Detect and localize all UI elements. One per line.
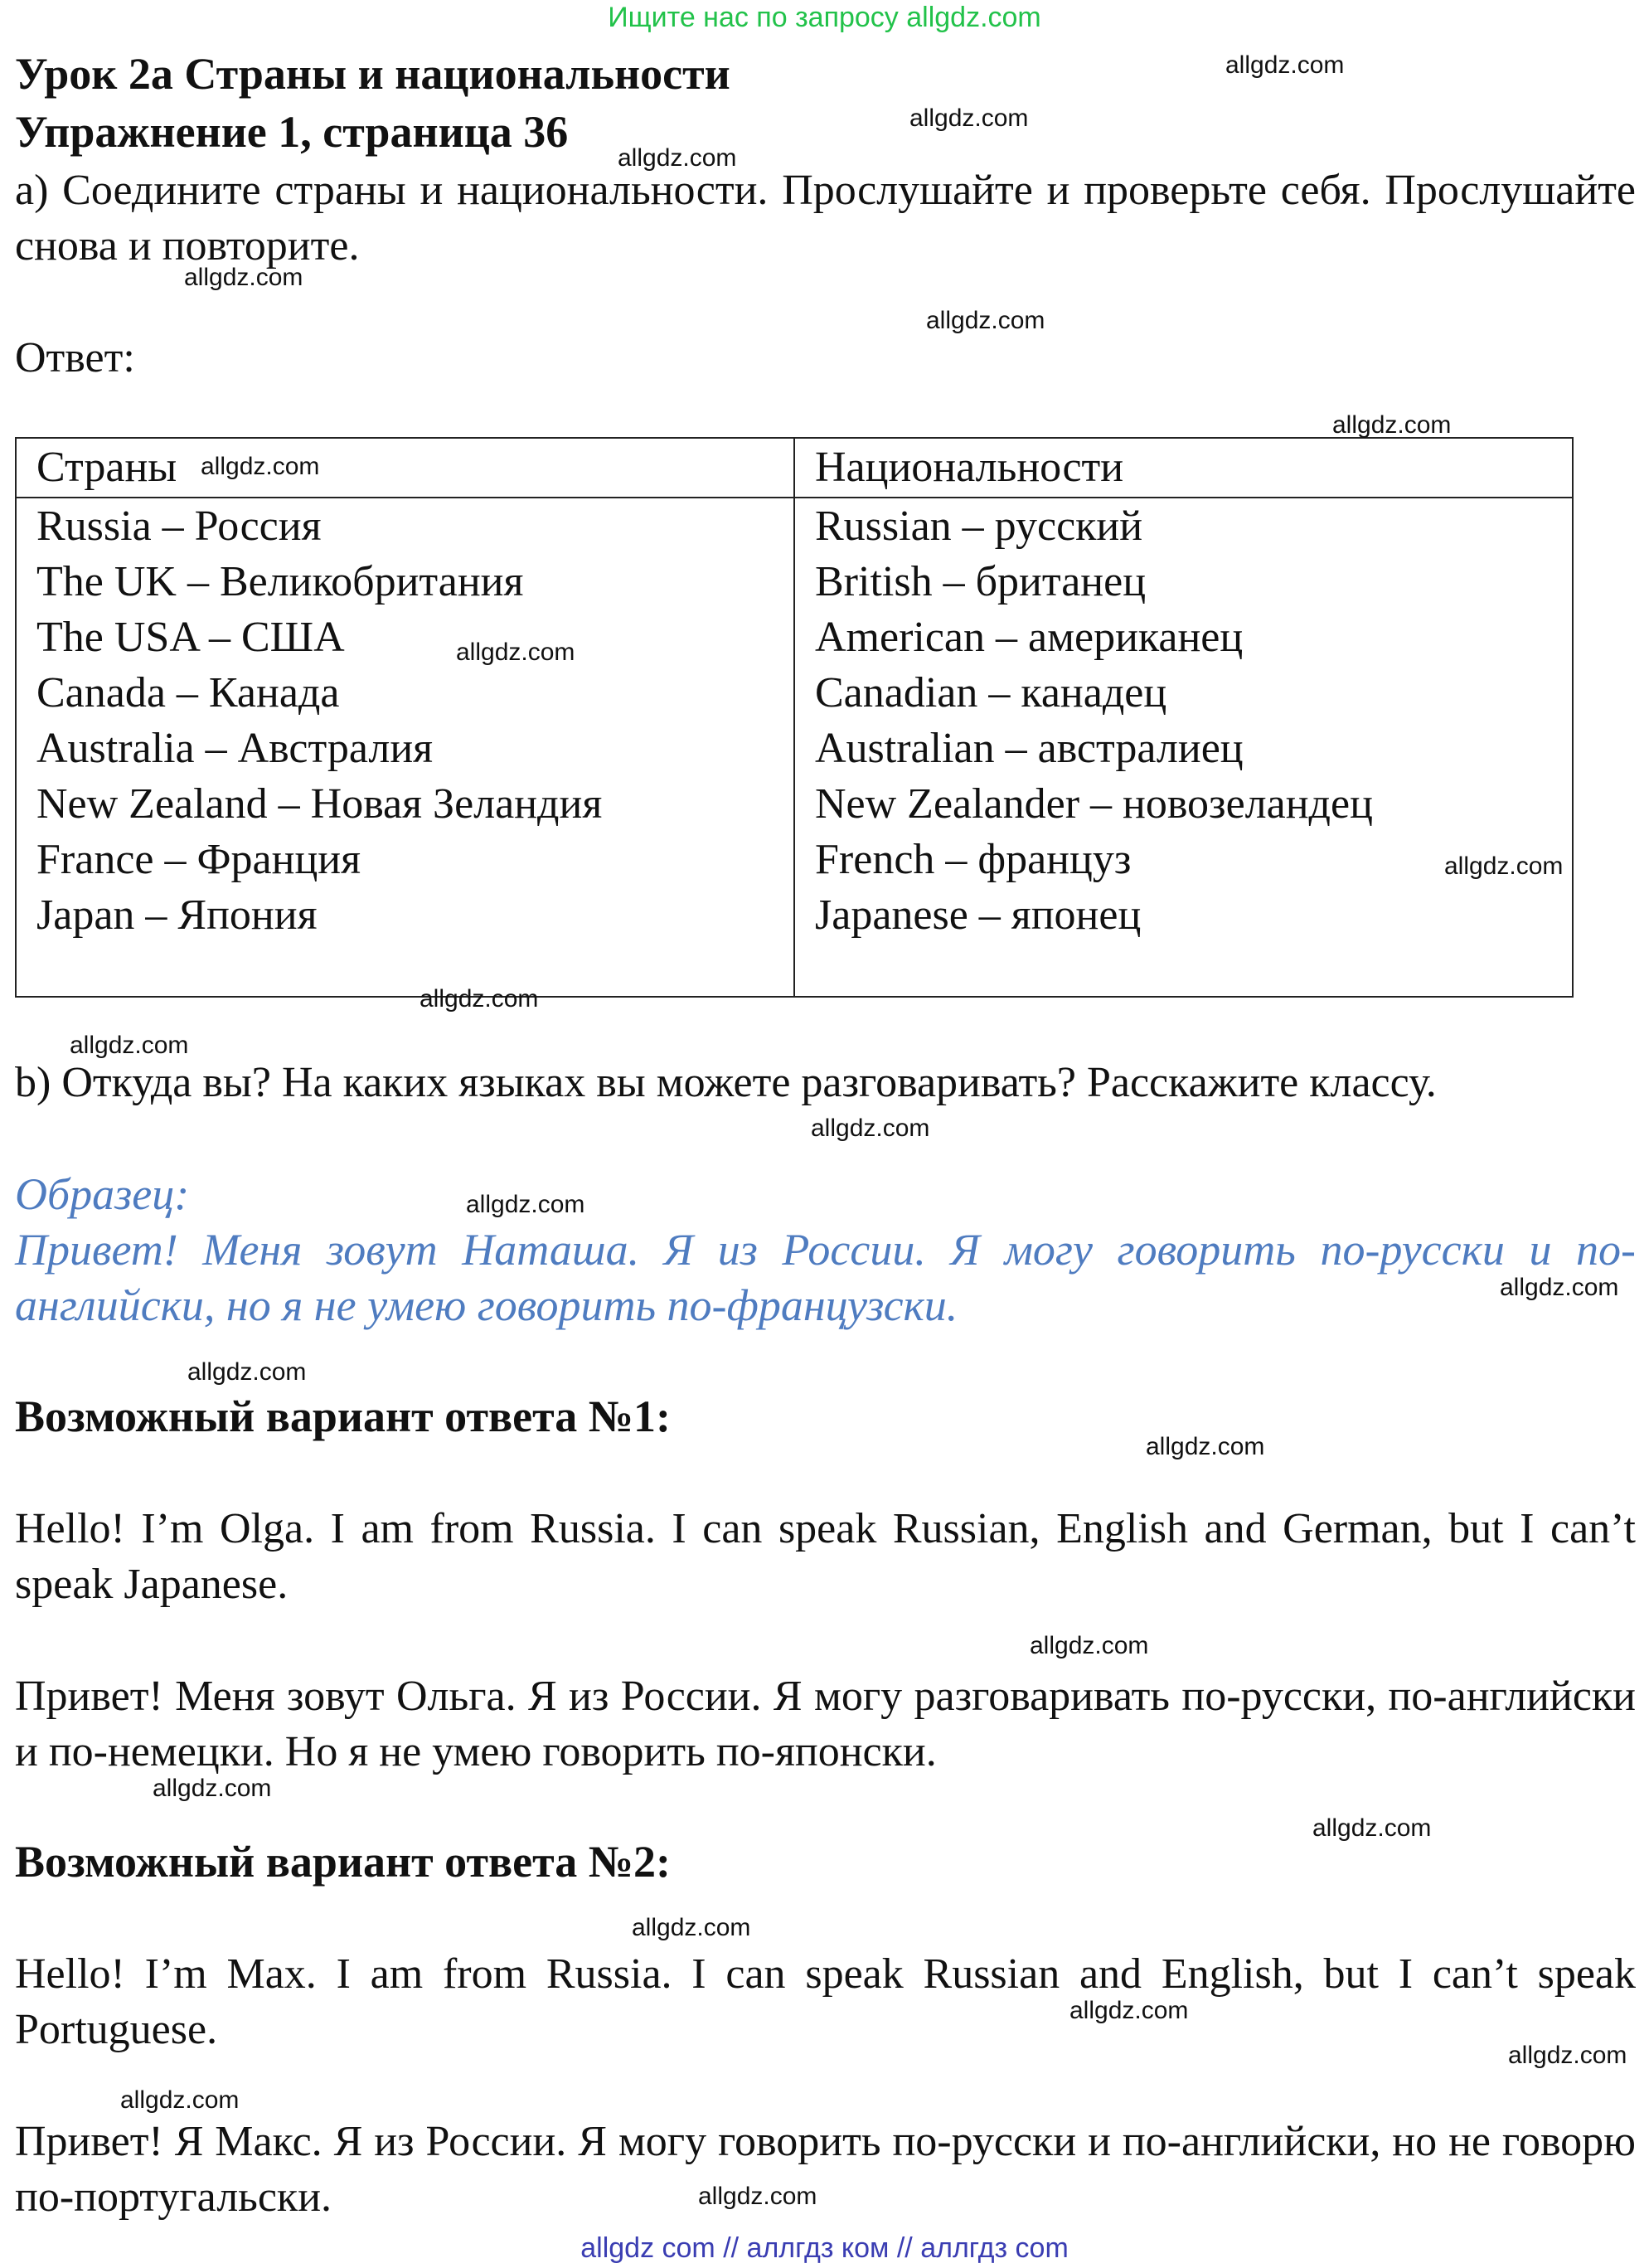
watermark: allgdz.com — [1444, 852, 1564, 880]
watermark: allgdz.com — [187, 1358, 307, 1386]
country-item: Canada – Канада — [36, 669, 340, 716]
answer-label: Ответ: — [15, 334, 135, 381]
country-item: Japan – Япония — [36, 891, 318, 939]
watermark: allgdz.com — [201, 453, 320, 480]
table-header-nationalities: Национальности — [794, 438, 1573, 498]
country-item: France – Франция — [36, 836, 361, 883]
watermark: allgdz.com — [1146, 1433, 1265, 1460]
country-item: The UK – Великобритания — [36, 558, 524, 605]
exercise-title: Упражнение 1, страница 36 — [15, 107, 569, 157]
watermark: allgdz.com — [1508, 2042, 1627, 2069]
variant2-russian: Привет! Я Макс. Я из России. Я могу говорить по-русски и по-английски, но не говорю по-португальски. — [15, 2118, 1636, 2221]
watermark: allgdz.com — [1312, 1814, 1432, 1842]
watermark: allgdz.com — [1500, 1274, 1619, 1301]
table-header-countries: Страны — [16, 438, 794, 498]
watermark: allgdz.com — [153, 1775, 272, 1802]
country-item: Russia – Россия — [36, 503, 322, 550]
watermark: allgdz.com — [926, 307, 1045, 334]
watermark: allgdz.com — [420, 985, 539, 1013]
task-b-text: b) Откуда вы? На каких языках вы можете разговаривать? Расскажите классу. — [15, 1059, 1437, 1106]
nationality-item: American – американец — [815, 614, 1244, 661]
country-item: The USA – США — [36, 614, 345, 661]
top-banner: Ищите нас по запросу allgdz.com — [608, 2, 1041, 33]
watermark: allgdz.com — [1030, 1632, 1149, 1659]
lesson-title: Урок 2a Страны и национальности — [15, 49, 730, 99]
footer-links: allgdz com // аллгдз ком // аллгдз com — [580, 2232, 1069, 2264]
variant2-title: Возможный вариант ответа №2: — [15, 1837, 672, 1887]
nationality-item: Russian – русский — [815, 503, 1143, 550]
country-item: Australia – Австралия — [36, 725, 434, 772]
nationality-item: British – британец — [815, 558, 1147, 605]
watermark: allgdz.com — [1332, 411, 1452, 439]
watermark: allgdz.com — [70, 1032, 189, 1059]
variant1-russian: Привет! Меня зовут Ольга. Я из России. Я могу разговаривать по-русски, по-английски и по-немецки. Но я не умею говорить по-японски. — [15, 1673, 1636, 1775]
watermark: allgdz.com — [1069, 1997, 1189, 2024]
watermark: allgdz.com — [811, 1115, 930, 1142]
watermark: allgdz.com — [698, 2183, 817, 2210]
nationality-item: Canadian – канадец — [815, 669, 1167, 716]
watermark: allgdz.com — [618, 144, 737, 172]
watermark: allgdz.com — [909, 104, 1029, 132]
countries-nationalities-table — [15, 437, 1574, 998]
sample-text: Привет! Меня зовут Наташа. Я из России. Я могу говорить по-русски и по-английски, но я не умею говорить по-французски. — [15, 1225, 1636, 1330]
nationality-item: French – француз — [815, 836, 1132, 883]
countries-column — [16, 498, 794, 997]
sample-label: Образец: — [15, 1169, 190, 1219]
country-item: New Zealand – Новая Зеландия — [36, 780, 603, 828]
task-a-text: a) Соедините страны и национальности. Прослушайте и проверьте себя. Прослушайте снова и повторите. — [15, 167, 1636, 270]
variant2-english: Hello! I’m Max. I am from Russia. I can speak Russian and English, but I can’t speak Portuguese. — [15, 1950, 1636, 2053]
nationality-item: Australian – австралиец — [815, 725, 1244, 772]
watermark: allgdz.com — [466, 1191, 585, 1218]
watermark: allgdz.com — [120, 2086, 240, 2114]
nationality-item: New Zealander – новозеландец — [815, 780, 1373, 828]
watermark: allgdz.com — [456, 639, 575, 666]
watermark: allgdz.com — [184, 264, 303, 291]
watermark: allgdz.com — [1225, 51, 1345, 79]
nationalities-column — [794, 498, 1573, 997]
variant1-english: Hello! I’m Olga. I am from Russia. I can speak Russian, English and German, but I can’t speak Japanese. — [15, 1505, 1636, 1608]
nationality-item: Japanese – японец — [815, 891, 1142, 939]
watermark: allgdz.com — [632, 1914, 751, 1941]
variant1-title: Возможный вариант ответа №1: — [15, 1391, 672, 1441]
